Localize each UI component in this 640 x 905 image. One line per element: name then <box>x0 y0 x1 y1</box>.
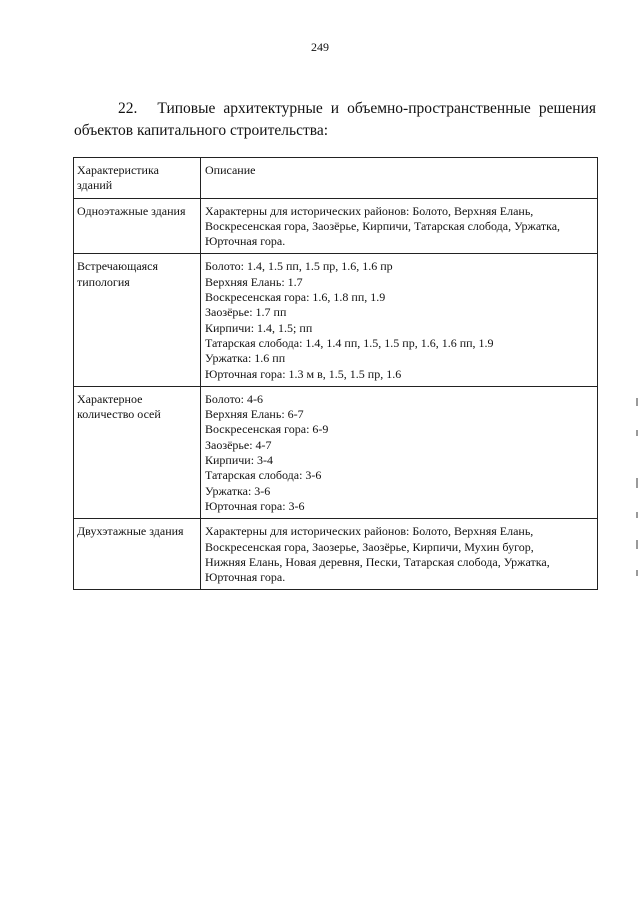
row-description <box>201 254 598 386</box>
description-line: Воскресенская гора, Заозёрье, Кирпичи, Татарская слобода, Уржатка, <box>205 218 561 233</box>
description-line: Болото: 1.4, 1.5 пп, 1.5 пр, 1.6, 1.6 пр <box>205 259 393 274</box>
row-label-axes-count <box>74 386 201 518</box>
table-row <box>74 198 598 254</box>
description-line: Характерны для исторических районов: Болото, Верхняя Елань, <box>205 203 534 218</box>
table-row <box>74 519 598 590</box>
description-line: Воскресенская гора: 1.6, 1.8 пп, 1.9 <box>205 290 386 305</box>
description-line: Нижняя Елань, Новая деревня, Пески, Татарская слобода, Уржатка, <box>205 554 550 569</box>
row-description <box>201 198 598 254</box>
description-line: Кирпичи: 3-4 <box>205 453 274 468</box>
row-label-typology <box>74 254 201 386</box>
table-row <box>74 386 598 518</box>
header-cell-description <box>201 158 598 199</box>
section-title: Типовые архитектурные и объемно-пространственные решения объектов капитального строительства: <box>74 100 596 139</box>
table-header-row <box>74 158 598 199</box>
description-line: Юрточная гора: 3-6 <box>205 498 305 513</box>
header-cell-characteristic <box>74 158 201 199</box>
description-line: Болото: 4-6 <box>205 391 263 406</box>
header-label-line: Характеристика <box>77 163 159 177</box>
scan-edge-mark <box>636 570 638 576</box>
description-line: Верхняя Елань: 1.7 <box>205 274 303 289</box>
header-label-line: зданий <box>77 178 113 193</box>
description-line: Уржатка: 3-6 <box>205 483 271 498</box>
description-line: Кирпичи: 1.4, 1.5; пп <box>205 320 313 335</box>
building-characteristics-table <box>73 157 598 590</box>
header-label-line: Описание <box>205 163 256 177</box>
scan-edge-mark <box>636 478 638 488</box>
row-label-line: Одноэтажные здания <box>77 203 186 218</box>
description-line: Юрточная гора. <box>205 570 286 585</box>
row-label-two-storey <box>74 519 201 590</box>
row-label-line: Встречающаяся <box>77 259 159 274</box>
scan-edge-mark <box>636 540 638 549</box>
description-line: Татарская слобода: 1.4, 1.4 пп, 1.5, 1.5 пр, 1.6, 1.6 пп, 1.9 <box>205 335 494 350</box>
table-row <box>74 254 598 386</box>
description-line: Татарская слобода: 3-6 <box>205 468 322 483</box>
section-number: 22. <box>118 100 138 117</box>
description-line: Характерны для исторических районов: Болото, Верхняя Елань, <box>205 524 534 539</box>
row-label-line: количество осей <box>77 407 161 422</box>
row-label-single-storey <box>74 198 201 254</box>
section-heading <box>74 98 596 142</box>
description-line: Заозёрье: 4-7 <box>205 437 272 452</box>
scan-edge-mark <box>636 430 638 436</box>
description-line: Заозёрье: 1.7 пп <box>205 305 287 320</box>
row-label-line: Двухэтажные здания <box>77 524 184 539</box>
description-line: Воскресенская гора, Заозерье, Заозёрье, Кирпичи, Мухин бугор, <box>205 539 534 554</box>
description-line: Воскресенская гора: 6-9 <box>205 422 329 437</box>
row-description <box>201 519 598 590</box>
description-line: Уржатка: 1.6 пп <box>205 351 286 366</box>
row-label-line: Характерное <box>77 391 143 406</box>
description-line: Верхняя Елань: 6-7 <box>205 407 304 422</box>
description-line: Юрточная гора: 1.3 м в, 1.5, 1.5 пр, 1.6 <box>205 366 402 381</box>
description-line: Юрточная гора. <box>205 234 286 249</box>
row-description <box>201 386 598 518</box>
scan-edge-mark <box>636 398 638 406</box>
page-number: 249 <box>311 40 329 54</box>
row-label-line: типология <box>77 274 130 289</box>
scan-edge-mark <box>636 512 638 518</box>
